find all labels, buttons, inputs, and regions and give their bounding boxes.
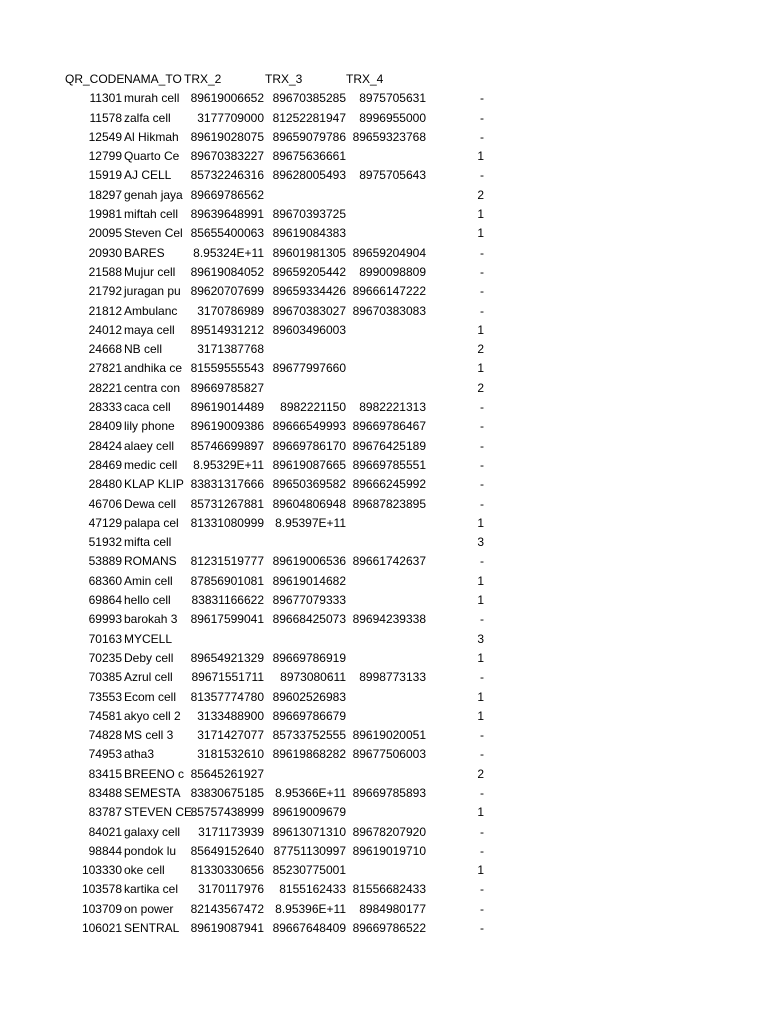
- nama-toko-cell[interactable]: Ecom cell: [124, 689, 177, 704]
- qr-code-cell[interactable]: 69993: [88, 612, 122, 627]
- trx-2-cell[interactable]: 81330330656: [190, 863, 264, 878]
- table-body: [0, 89, 768, 938]
- spreadsheet: [0, 70, 768, 938]
- nama-toko-cell[interactable]: hello cell: [124, 593, 171, 608]
- extra-cell[interactable]: -: [480, 824, 484, 839]
- trx-2-cell[interactable]: 3170786989: [197, 303, 264, 318]
- nama-toko-cell[interactable]: Mujur cell: [124, 264, 176, 279]
- nama-toko-cell[interactable]: galaxy cell: [124, 824, 181, 839]
- qr-code-cell[interactable]: 28409: [88, 419, 122, 434]
- extra-cell[interactable]: 2: [477, 766, 484, 781]
- extra-cell[interactable]: 1: [477, 226, 484, 241]
- trx-4-cell[interactable]: 89661742637: [352, 554, 426, 569]
- table-row: [0, 745, 768, 764]
- trx-2-cell[interactable]: 85655400063: [190, 226, 264, 241]
- table-row: [0, 726, 768, 745]
- nama-toko-cell[interactable]: barokah 3: [124, 612, 178, 627]
- trx-2-cell[interactable]: 89619014489: [190, 400, 264, 415]
- header-trx-3[interactable]: TRX_3: [265, 72, 303, 86]
- extra-cell[interactable]: 1: [477, 515, 484, 530]
- trx-2-cell[interactable]: 89619028075: [190, 129, 264, 144]
- table-row: [0, 456, 768, 475]
- trx-2-cell[interactable]: 89514931212: [190, 322, 264, 337]
- trx-4-cell[interactable]: 89687823895: [352, 496, 426, 511]
- table-row: [0, 765, 768, 784]
- trx-3-cell[interactable]: 89602526983: [272, 689, 346, 704]
- nama-toko-cell[interactable]: BARES: [124, 245, 165, 260]
- qr-code-cell[interactable]: 74828: [88, 728, 122, 743]
- extra-cell[interactable]: 1: [477, 863, 484, 878]
- trx-2-cell[interactable]: 89619084052: [190, 264, 264, 279]
- nama-toko-cell[interactable]: on power: [124, 901, 174, 916]
- extra-cell[interactable]: -: [480, 284, 484, 299]
- trx-4-cell[interactable]: 81556682433: [352, 882, 426, 897]
- trx-3-cell[interactable]: 89619006536: [272, 554, 346, 569]
- trx-2-cell[interactable]: 83831317666: [190, 477, 264, 492]
- table-row: [0, 823, 768, 842]
- table-row: [0, 205, 768, 224]
- trx-3-cell[interactable]: 89659334426: [272, 284, 346, 299]
- trx-2-cell[interactable]: 89619009386: [190, 419, 264, 434]
- trx-3-cell[interactable]: 89650369582: [272, 477, 346, 492]
- qr-code-cell[interactable]: 28221: [88, 380, 122, 395]
- trx-3-cell[interactable]: 89669786170: [272, 438, 346, 453]
- nama-toko-cell[interactable]: SEMESTA: [124, 785, 181, 800]
- qr-code-cell[interactable]: 83415: [88, 766, 122, 781]
- trx-2-cell[interactable]: 8.95329E+11: [193, 457, 264, 472]
- nama-toko-cell[interactable]: centra con: [124, 380, 181, 395]
- nama-toko-cell[interactable]: pondok lu: [124, 843, 177, 858]
- table-row: [0, 321, 768, 340]
- table-row: [0, 166, 768, 185]
- trx-3-cell[interactable]: 85733752555: [272, 728, 346, 743]
- table-row: [0, 707, 768, 726]
- trx-2-cell[interactable]: 87856901081: [190, 573, 264, 588]
- nama-toko-cell[interactable]: Dewa cell: [124, 496, 177, 511]
- header-trx-4[interactable]: TRX_4: [346, 72, 384, 86]
- nama-toko-cell[interactable]: atha3: [124, 747, 155, 762]
- extra-cell[interactable]: -: [480, 670, 484, 685]
- table-row: [0, 533, 768, 552]
- nama-toko-cell[interactable]: akyo cell 2: [124, 708, 181, 723]
- extra-cell[interactable]: -: [480, 554, 484, 569]
- trx-3-cell[interactable]: 89619084383: [272, 226, 346, 241]
- trx-3-cell[interactable]: 85230775001: [272, 863, 346, 878]
- nama-toko-cell[interactable]: NB cell: [124, 342, 163, 357]
- qr-code-cell[interactable]: 51932: [88, 535, 122, 550]
- qr-code-cell[interactable]: 15919: [88, 168, 122, 183]
- nama-toko-cell[interactable]: zalfa cell: [124, 110, 171, 125]
- table-row: [0, 147, 768, 166]
- trx-3-cell[interactable]: 87751130997: [273, 843, 346, 858]
- qr-code-cell[interactable]: 24012: [88, 322, 122, 337]
- nama-toko-cell[interactable]: Steven Cel: [124, 226, 183, 241]
- table-row: [0, 668, 768, 687]
- table-row: [0, 688, 768, 707]
- extra-cell[interactable]: -: [480, 882, 484, 897]
- nama-toko-cell[interactable]: alaey cell: [124, 438, 175, 453]
- trx-2-cell[interactable]: 89617599041: [190, 612, 264, 627]
- trx-3-cell[interactable]: 89677997660: [272, 361, 346, 376]
- trx-2-cell[interactable]: 81559555543: [190, 361, 264, 376]
- nama-toko-cell[interactable]: maya cell: [124, 322, 175, 337]
- trx-2-cell[interactable]: 3133488900: [197, 708, 264, 723]
- header-row: [0, 70, 768, 89]
- table-row: [0, 514, 768, 533]
- trx-2-cell[interactable]: 3171173939: [198, 824, 264, 839]
- trx-3-cell[interactable]: 89613071310: [272, 824, 346, 839]
- trx-3-cell[interactable]: 89619868282: [272, 747, 346, 762]
- nama-toko-cell[interactable]: Deby cell: [124, 650, 174, 665]
- qr-code-cell[interactable]: 27821: [88, 361, 122, 376]
- nama-toko-cell[interactable]: medic cell: [124, 457, 178, 472]
- qr-code-cell[interactable]: 84021: [88, 824, 122, 839]
- nama-toko-cell[interactable]: MS cell 3: [124, 728, 174, 743]
- trx-3-cell[interactable]: 8982221150: [280, 400, 346, 415]
- trx-4-cell[interactable]: 8984980177: [359, 901, 426, 916]
- extra-cell[interactable]: 3: [477, 535, 484, 550]
- table-row: [0, 591, 768, 610]
- table-row: [0, 244, 768, 263]
- trx-2-cell[interactable]: 89639648991: [190, 207, 264, 222]
- qr-code-cell[interactable]: 28424: [88, 438, 122, 453]
- trx-2-cell[interactable]: 89669786562: [190, 187, 264, 202]
- trx-2-cell[interactable]: 3177709000: [197, 110, 264, 125]
- qr-code-cell[interactable]: 20095: [88, 226, 122, 241]
- qr-code-cell[interactable]: 11301: [89, 91, 122, 106]
- qr-code-cell[interactable]: 19981: [88, 207, 122, 222]
- trx-2-cell[interactable]: 3171387768: [197, 342, 264, 357]
- trx-4-cell[interactable]: 89666245992: [352, 477, 426, 492]
- nama-toko-cell[interactable]: AJ CELL: [124, 168, 172, 183]
- nama-toko-cell[interactable]: Ambulanc: [124, 303, 178, 318]
- qr-code-cell[interactable]: 28469: [88, 457, 122, 472]
- trx-4-cell[interactable]: 8998773133: [359, 670, 426, 685]
- trx-4-cell[interactable]: 89619020051: [352, 728, 426, 743]
- table-row: [0, 398, 768, 417]
- nama-toko-cell[interactable]: lily phone: [124, 419, 175, 434]
- extra-cell[interactable]: -: [480, 245, 484, 260]
- trx-3-cell[interactable]: 89619009679: [272, 805, 346, 820]
- trx-3-cell[interactable]: 89670383027: [272, 303, 346, 318]
- nama-toko-cell[interactable]: palapa cel: [124, 515, 179, 530]
- table-row: [0, 630, 768, 649]
- extra-cell[interactable]: 1: [477, 708, 484, 723]
- qr-code-cell[interactable]: 74953: [88, 747, 122, 762]
- trx-4-cell[interactable]: 89694239338: [352, 612, 426, 627]
- trx-4-cell[interactable]: 89677506003: [352, 747, 426, 762]
- qr-code-cell[interactable]: 74581: [88, 708, 122, 723]
- extra-cell[interactable]: -: [480, 843, 484, 858]
- trx-3-cell[interactable]: 89619014682: [272, 573, 346, 588]
- nama-toko-cell[interactable]: kartika cel: [124, 882, 179, 897]
- qr-code-cell[interactable]: 28333: [88, 400, 122, 415]
- nama-toko-cell[interactable]: ROMANS: [124, 554, 177, 569]
- table-row: [0, 842, 768, 861]
- qr-code-cell[interactable]: 106021: [81, 921, 122, 936]
- table-row: [0, 89, 768, 108]
- trx-4-cell[interactable]: 89669785551: [352, 457, 426, 472]
- extra-cell[interactable]: 1: [477, 689, 484, 704]
- trx-2-cell[interactable]: 81231519777: [190, 554, 264, 569]
- table-row: [0, 495, 768, 514]
- table-row: [0, 784, 768, 803]
- table-row: [0, 186, 768, 205]
- qr-code-cell[interactable]: 21588: [88, 264, 122, 279]
- table-row: [0, 475, 768, 494]
- extra-cell[interactable]: -: [480, 921, 484, 936]
- trx-2-cell[interactable]: 83831166622: [191, 593, 264, 608]
- table-row: [0, 109, 768, 128]
- trx-2-cell[interactable]: 82143567472: [190, 901, 264, 916]
- nama-toko-cell[interactable]: andhika ce: [124, 361, 183, 376]
- trx-3-cell[interactable]: 89659205442: [272, 264, 346, 279]
- nama-toko-cell[interactable]: genah jaya: [124, 187, 183, 202]
- qr-code-cell[interactable]: 12799: [88, 149, 122, 164]
- trx-3-cell[interactable]: 89668425073: [272, 612, 346, 627]
- extra-cell[interactable]: -: [480, 110, 484, 125]
- qr-code-cell[interactable]: 46706: [88, 496, 122, 511]
- extra-cell[interactable]: -: [480, 303, 484, 318]
- extra-cell[interactable]: -: [480, 457, 484, 472]
- nama-toko-cell[interactable]: murah cell: [124, 91, 180, 106]
- nama-toko-cell[interactable]: STEVEN CE: [124, 805, 193, 820]
- trx-3-cell[interactable]: 8.95366E+11: [275, 785, 346, 800]
- extra-cell[interactable]: 1: [477, 149, 484, 164]
- trx-4-cell[interactable]: 89619019710: [352, 843, 426, 858]
- header-nama-toko[interactable]: NAMA_TO: [124, 72, 182, 86]
- qr-code-cell[interactable]: 69864: [88, 593, 122, 608]
- table-row: [0, 880, 768, 899]
- table-row: [0, 572, 768, 591]
- extra-cell[interactable]: -: [480, 264, 484, 279]
- trx-3-cell[interactable]: 8973080611: [280, 670, 346, 685]
- qr-code-cell[interactable]: 103578: [81, 882, 122, 897]
- qr-code-cell[interactable]: 73553: [88, 689, 122, 704]
- table-row: [0, 552, 768, 571]
- table-row: [0, 437, 768, 456]
- qr-code-cell[interactable]: 21792: [88, 284, 122, 299]
- table-row: [0, 359, 768, 378]
- extra-cell[interactable]: 3: [477, 631, 484, 646]
- nama-toko-cell[interactable]: KLAP KLIP: [124, 477, 184, 492]
- trx-3-cell[interactable]: 89604806948: [272, 496, 346, 511]
- trx-4-cell[interactable]: 8975705631: [359, 91, 426, 106]
- trx-4-cell[interactable]: 89659204904: [352, 245, 426, 260]
- trx-2-cell[interactable]: 89619006652: [190, 91, 264, 106]
- trx-2-cell[interactable]: 81331080999: [190, 515, 264, 530]
- trx-4-cell[interactable]: 89669786522: [352, 921, 426, 936]
- header-trx-2[interactable]: TRX_2: [184, 72, 222, 86]
- trx-2-cell[interactable]: 8.95324E+11: [193, 245, 264, 260]
- extra-cell[interactable]: -: [480, 747, 484, 762]
- nama-toko-cell[interactable]: Amin cell: [124, 573, 173, 588]
- trx-3-cell[interactable]: 89603496003: [272, 322, 346, 337]
- qr-code-cell[interactable]: 68360: [88, 573, 122, 588]
- trx-2-cell[interactable]: 3181532610: [197, 747, 264, 762]
- qr-code-cell[interactable]: 11578: [89, 110, 122, 125]
- qr-code-cell[interactable]: 83488: [88, 785, 122, 800]
- extra-cell[interactable]: 1: [477, 593, 484, 608]
- trx-4-cell[interactable]: 89670383083: [352, 303, 426, 318]
- trx-4-cell[interactable]: 8990098809: [359, 264, 426, 279]
- table-row: [0, 900, 768, 919]
- trx-3-cell[interactable]: 8.95396E+11: [275, 901, 346, 916]
- extra-cell[interactable]: -: [480, 901, 484, 916]
- nama-toko-cell[interactable]: Al Hikmah: [124, 129, 179, 144]
- trx-2-cell[interactable]: 83830675185: [190, 785, 264, 800]
- trx-2-cell[interactable]: 89619087941: [190, 921, 264, 936]
- table-row: [0, 919, 768, 938]
- qr-code-cell[interactable]: 70163: [88, 631, 122, 646]
- qr-code-cell[interactable]: 47129: [88, 515, 122, 530]
- trx-2-cell[interactable]: 85757438999: [190, 805, 264, 820]
- trx-3-cell[interactable]: 89666549993: [272, 419, 346, 434]
- extra-cell[interactable]: -: [480, 728, 484, 743]
- qr-code-cell[interactable]: 98844: [88, 843, 122, 858]
- table-row: [0, 649, 768, 668]
- nama-toko-cell[interactable]: caca cell: [124, 400, 171, 415]
- trx-4-cell[interactable]: 8996955000: [359, 110, 426, 125]
- trx-3-cell[interactable]: 89601981305: [272, 245, 346, 260]
- trx-3-cell[interactable]: 89675636661: [272, 149, 346, 164]
- extra-cell[interactable]: -: [480, 91, 484, 106]
- trx-4-cell[interactable]: 8982221313: [359, 400, 426, 415]
- table-row: [0, 263, 768, 282]
- extra-cell[interactable]: -: [480, 496, 484, 511]
- nama-toko-cell[interactable]: Quarto Ce: [124, 149, 180, 164]
- table-row: [0, 282, 768, 301]
- trx-2-cell[interactable]: 85649152640: [190, 843, 264, 858]
- table-row: [0, 128, 768, 147]
- qr-code-cell[interactable]: 83787: [88, 805, 122, 820]
- trx-4-cell[interactable]: 89666147222: [352, 284, 426, 299]
- trx-3-cell[interactable]: 89670393725: [272, 207, 346, 222]
- extra-cell[interactable]: -: [480, 129, 484, 144]
- qr-code-cell[interactable]: 24668: [88, 342, 122, 357]
- trx-3-cell[interactable]: 89667648409: [272, 921, 346, 936]
- extra-cell[interactable]: -: [480, 168, 484, 183]
- extra-cell[interactable]: -: [480, 477, 484, 492]
- trx-2-cell[interactable]: 89670383227: [190, 149, 264, 164]
- extra-cell[interactable]: 2: [477, 380, 484, 395]
- extra-cell[interactable]: -: [480, 438, 484, 453]
- extra-cell[interactable]: -: [480, 612, 484, 627]
- trx-3-cell[interactable]: 89669786919: [272, 650, 346, 665]
- qr-code-cell[interactable]: 18297: [88, 187, 122, 202]
- trx-2-cell[interactable]: 3170117976: [198, 882, 264, 897]
- qr-code-cell[interactable]: 70385: [88, 670, 122, 685]
- extra-cell[interactable]: 1: [477, 361, 484, 376]
- nama-toko-cell[interactable]: Azrul cell: [124, 670, 173, 685]
- trx-2-cell[interactable]: 81357774780: [190, 689, 264, 704]
- table-row: [0, 302, 768, 321]
- trx-2-cell[interactable]: 85732246316: [190, 168, 264, 183]
- qr-code-cell[interactable]: 103330: [81, 863, 122, 878]
- trx-3-cell[interactable]: 8155162433: [279, 882, 346, 897]
- trx-4-cell[interactable]: 89669786467: [352, 419, 426, 434]
- qr-code-cell[interactable]: 103709: [81, 901, 122, 916]
- trx-3-cell[interactable]: 89628005493: [272, 168, 346, 183]
- trx-2-cell[interactable]: 89671551711: [191, 670, 264, 685]
- header-qr-code[interactable]: QR_CODE: [65, 72, 125, 86]
- nama-toko-cell[interactable]: BREENO c: [124, 766, 185, 781]
- extra-cell[interactable]: -: [480, 419, 484, 434]
- nama-toko-cell[interactable]: SENTRAL: [124, 921, 180, 936]
- extra-cell[interactable]: 1: [477, 805, 484, 820]
- trx-4-cell[interactable]: 89678207920: [352, 824, 426, 839]
- trx-3-cell[interactable]: 89619087665: [272, 457, 346, 472]
- table-row: [0, 861, 768, 880]
- trx-2-cell[interactable]: 89620707699: [190, 284, 264, 299]
- trx-3-cell[interactable]: 8.95397E+11: [275, 515, 346, 530]
- table-row: [0, 803, 768, 822]
- extra-cell[interactable]: 1: [477, 650, 484, 665]
- trx-2-cell[interactable]: 89654921329: [190, 650, 264, 665]
- nama-toko-cell[interactable]: oke cell: [124, 863, 165, 878]
- nama-toko-cell[interactable]: miftah cell: [124, 207, 179, 222]
- nama-toko-cell[interactable]: juragan pu: [124, 284, 181, 299]
- trx-3-cell[interactable]: 89670385285: [272, 91, 346, 106]
- qr-code-cell[interactable]: 53889: [88, 554, 122, 569]
- trx-2-cell[interactable]: 85645261927: [190, 766, 264, 781]
- qr-code-cell[interactable]: 21812: [88, 303, 122, 318]
- table-row: [0, 417, 768, 436]
- trx-3-cell[interactable]: 89659079786: [272, 129, 346, 144]
- trx-4-cell[interactable]: 89669785893: [352, 785, 426, 800]
- extra-cell[interactable]: -: [480, 785, 484, 800]
- nama-toko-cell[interactable]: mifta cell: [124, 535, 172, 550]
- trx-2-cell[interactable]: 89669785827: [190, 380, 264, 395]
- qr-code-cell[interactable]: 20930: [88, 245, 122, 260]
- trx-4-cell[interactable]: 8975705643: [359, 168, 426, 183]
- trx-2-cell[interactable]: 85731267881: [190, 496, 264, 511]
- trx-4-cell[interactable]: 89676425189: [352, 438, 426, 453]
- nama-toko-cell[interactable]: MYCELL: [124, 631, 173, 646]
- qr-code-cell[interactable]: 70235: [88, 650, 122, 665]
- extra-cell[interactable]: 1: [477, 573, 484, 588]
- table-row: [0, 379, 768, 398]
- qr-code-cell[interactable]: 28480: [88, 477, 122, 492]
- trx-3-cell[interactable]: 81252281947: [272, 110, 346, 125]
- extra-cell[interactable]: 2: [477, 342, 484, 357]
- trx-2-cell[interactable]: 85746699897: [190, 438, 264, 453]
- extra-cell[interactable]: 1: [477, 322, 484, 337]
- extra-cell[interactable]: 2: [477, 187, 484, 202]
- table-row: [0, 610, 768, 629]
- table-row: [0, 224, 768, 243]
- qr-code-cell[interactable]: 12549: [88, 129, 122, 144]
- table-row: [0, 340, 768, 359]
- trx-3-cell[interactable]: 89677079333: [272, 593, 346, 608]
- extra-cell[interactable]: -: [480, 400, 484, 415]
- extra-cell[interactable]: 1: [477, 207, 484, 222]
- trx-2-cell[interactable]: 3171427077: [197, 728, 264, 743]
- trx-4-cell[interactable]: 89659323768: [352, 129, 426, 144]
- trx-3-cell[interactable]: 89669786679: [272, 708, 346, 723]
